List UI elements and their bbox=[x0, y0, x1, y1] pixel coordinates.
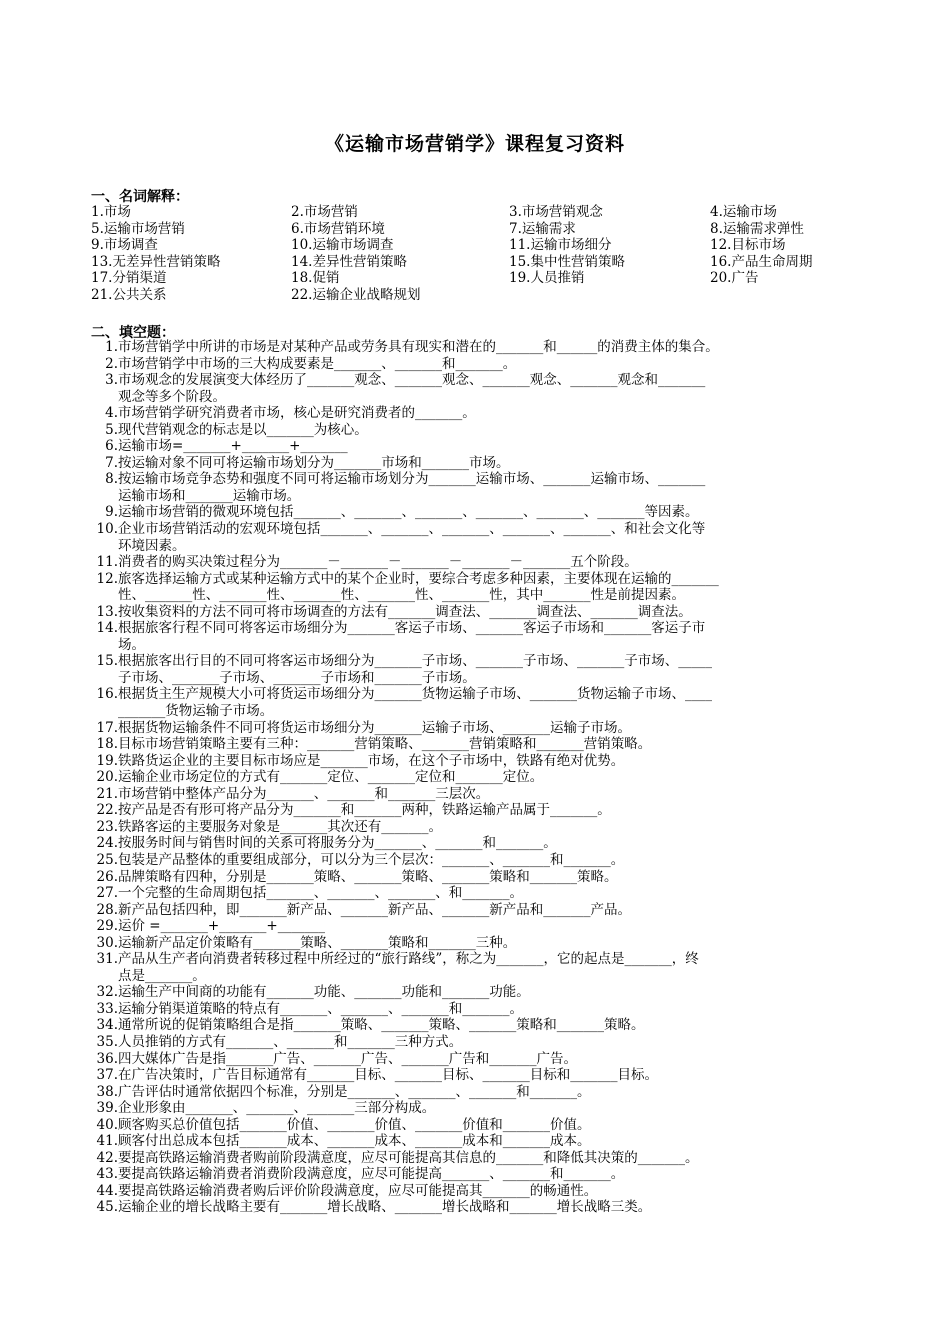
question-item bbox=[96, 604, 864, 621]
term-item: 20.广告 bbox=[710, 270, 759, 286]
question-number: 40. bbox=[96, 1116, 118, 1133]
question-item bbox=[96, 819, 864, 836]
question-number: 10. bbox=[96, 521, 118, 538]
term-item: 4.运输市场 bbox=[710, 204, 777, 220]
question-item bbox=[96, 1100, 864, 1117]
question-number: 13. bbox=[96, 603, 118, 620]
question-number: 36. bbox=[96, 1050, 118, 1067]
question-item bbox=[96, 372, 864, 405]
question-text: 铁路货运企业的主要目标市场应是_______市场，在这个子市场中，铁路有绝对优势。 bbox=[118, 752, 625, 769]
question-text: 运输企业的增长战略主要有_______增长战略、_______增长战略和_______增长战略三类。 bbox=[118, 1199, 652, 1216]
term-item: 10.运输市场调查 bbox=[291, 237, 394, 253]
question-number: 20. bbox=[96, 769, 118, 786]
term-item: 8.运输需求弹性 bbox=[710, 220, 804, 237]
question-item bbox=[96, 802, 864, 819]
question-item bbox=[96, 951, 864, 984]
question-item bbox=[96, 1034, 864, 1051]
question-number: 19. bbox=[96, 752, 118, 769]
question-number: 37. bbox=[96, 1067, 118, 1084]
term-item: 18.促销 bbox=[291, 270, 340, 286]
question-item bbox=[96, 1117, 864, 1134]
question-item bbox=[96, 835, 864, 852]
section-heading-fill-in: 二、填空题： bbox=[91, 325, 175, 341]
question-number: 3. bbox=[105, 372, 118, 389]
question-text: 产品从生产者向消费者转移过程中所经过的“旅行路线”，称之为_______，它的起点是_______，终 点是_______。 bbox=[118, 951, 699, 984]
question-number: 22. bbox=[96, 802, 118, 819]
question-text: 运输新产品定价策略有_______策略、_______策略和_______三种。 bbox=[118, 934, 517, 951]
term-row bbox=[91, 204, 871, 221]
questions-list bbox=[96, 339, 864, 1216]
question-text: 运输市场=_______+_______+_______ bbox=[118, 438, 348, 455]
question-text: 市场观念的发展演变大体经历了_______观念、_______观念、_______观念、_______观念和_______ 观念等多个阶段。 bbox=[118, 372, 706, 405]
question-item bbox=[96, 869, 864, 886]
question-text: 按运输对象不同可将运输市场划分为_______市场和_______市场。 bbox=[118, 454, 510, 471]
term-item: 16.产品生命周期 bbox=[710, 253, 813, 270]
question-item bbox=[96, 521, 864, 554]
question-number: 42. bbox=[96, 1149, 118, 1166]
question-item bbox=[96, 720, 864, 737]
question-item bbox=[96, 422, 864, 439]
term-item: 1.市场 bbox=[91, 204, 131, 220]
section-heading-terms: 一、名词解释： bbox=[91, 189, 189, 205]
question-text: 企业形象由_______、_______、_______三部分构成。 bbox=[118, 1100, 436, 1117]
question-text: 要提高铁路运输消费者购后评价阶段满意度，应尽可能提高其_______的畅通性。 bbox=[118, 1182, 598, 1199]
term-item: 21.公共关系 bbox=[91, 286, 167, 303]
document-title: 《运输市场营销学》课程复习资料 bbox=[324, 133, 625, 155]
question-number: 23. bbox=[96, 818, 118, 835]
question-item bbox=[96, 554, 864, 571]
question-text: 市场营销中整体产品分为_______、_______和_______三层次。 bbox=[118, 785, 490, 802]
term-item bbox=[509, 287, 710, 304]
question-item bbox=[96, 1150, 864, 1167]
question-text: 根据货主生产规模大小可将货运市场细分为_______货物运输子市场、_______货物运输子市场、____ _______货物运输子市场。 bbox=[118, 686, 712, 720]
question-item bbox=[96, 356, 864, 373]
question-number: 27. bbox=[96, 885, 118, 902]
question-number: 14. bbox=[96, 620, 118, 637]
term-item: 14.差异性营销策略 bbox=[291, 253, 407, 270]
terms-list bbox=[91, 204, 871, 303]
question-item bbox=[96, 620, 864, 653]
question-text: 市场营销学中所讲的市场是对某种产品或劳务具有现实和潜在的_______和______的消费主体的集合。 bbox=[118, 339, 719, 355]
question-item bbox=[96, 1017, 864, 1034]
question-number: 28. bbox=[96, 901, 118, 918]
question-text: 一个完整的生命周期包括_______、_______、_______、和_______。 bbox=[118, 885, 523, 902]
question-text: 包装是产品整体的重要组成部分，可以分为三个层次：_______、_______和_______。 bbox=[118, 851, 625, 868]
question-item bbox=[96, 935, 864, 952]
question-item bbox=[96, 769, 864, 786]
question-number: 41. bbox=[96, 1133, 118, 1150]
question-item bbox=[96, 1183, 864, 1200]
term-row bbox=[91, 287, 871, 304]
question-item bbox=[96, 504, 864, 521]
question-number: 43. bbox=[96, 1166, 118, 1183]
question-number: 24. bbox=[96, 835, 118, 852]
question-text: 根据旅客出行目的不同可将客运市场细分为_______子市场、_______子市场、_______子市场、_____ 子市场、_______子市场、_______子市场和_______子市场。 bbox=[118, 653, 712, 686]
question-number: 4. bbox=[105, 405, 118, 422]
question-item bbox=[96, 918, 864, 935]
question-text: 根据货物运输条件不同可将货运市场细分为_______运输子市场、_______运输子市场。 bbox=[118, 719, 631, 736]
question-item bbox=[96, 1051, 864, 1068]
question-number: 7. bbox=[105, 454, 118, 471]
question-item bbox=[96, 1001, 864, 1018]
question-item bbox=[96, 885, 864, 902]
question-number: 38. bbox=[96, 1083, 118, 1100]
question-text: 通常所说的促销策略组合是指_______策略、_______策略、_______策略和_______策略。 bbox=[118, 1017, 645, 1034]
question-text: 顾客付出总成本包括_______成本、_______成本、_______成本和_______成本。 bbox=[118, 1133, 591, 1150]
term-item: 5.运输市场营销 bbox=[91, 220, 185, 237]
question-text: 根据旅客行程不同可将客运市场细分为_______客运子市场、_______客运子市场和_______客运子市 场。 bbox=[118, 620, 706, 653]
question-item bbox=[96, 852, 864, 869]
question-number: 12. bbox=[96, 570, 118, 587]
term-item: 15.集中性营销策略 bbox=[509, 253, 625, 270]
question-number: 33. bbox=[96, 1000, 118, 1017]
question-number: 8. bbox=[105, 471, 118, 488]
question-number: 25. bbox=[96, 851, 118, 868]
question-item bbox=[96, 1166, 864, 1183]
question-text: 按运输市场竞争态势和强度不同可将运输市场划分为_______运输市场、_______运输市场、_______ 运输市场和_______运输市场。 bbox=[118, 471, 706, 504]
question-number: 34. bbox=[96, 1017, 118, 1034]
question-text: 在广告决策时，广告目标通常有_______目标、_______目标、_______目标和_______目标。 bbox=[118, 1067, 658, 1084]
term-item: 2.市场营销 bbox=[291, 204, 358, 220]
question-text: 现代营销观念的标志是以_______为核心。 bbox=[118, 421, 368, 438]
term-item bbox=[710, 287, 870, 304]
question-text: 四大媒体广告是指_______广告、_______广告、_______广告和_______广告。 bbox=[118, 1050, 577, 1067]
question-number: 26. bbox=[96, 868, 118, 885]
term-row bbox=[91, 254, 871, 271]
question-number: 11. bbox=[96, 554, 118, 571]
question-number: 5. bbox=[105, 421, 118, 438]
question-text: 消费者的购买决策过程分为_______－_______－_______－_______－_______五个阶段。 bbox=[118, 554, 638, 571]
question-text: 运输生产中间商的功能有_______功能、_______功能和_______功能。 bbox=[118, 984, 530, 1001]
question-text: 按产品是否有形可将产品分为_______和_______两种，铁路运输产品属于_______。 bbox=[118, 802, 611, 819]
question-text: 按收集资料的方法不同可将市场调查的方法有_______调查法、_______调查法、_______调查法。 bbox=[118, 603, 692, 620]
question-item bbox=[96, 1084, 864, 1101]
question-number: 29. bbox=[96, 918, 118, 935]
term-item: 11.运输市场细分 bbox=[509, 237, 612, 253]
question-item bbox=[96, 339, 864, 356]
question-text: 新产品包括四种，即_______新产品、_______新产品、_______新产品和_______产品。 bbox=[118, 901, 631, 918]
question-text: 运输分销渠道策略的特点有_______、_______、_______和_______。 bbox=[118, 1000, 523, 1017]
question-text: 人员推销的方式有_______、_______和_______三种方式。 bbox=[118, 1033, 463, 1050]
question-item bbox=[96, 902, 864, 919]
question-item bbox=[96, 571, 864, 604]
question-item bbox=[96, 1133, 864, 1150]
question-number: 32. bbox=[96, 984, 118, 1001]
question-item bbox=[96, 984, 864, 1001]
question-number: 6. bbox=[105, 438, 118, 455]
question-number: 44. bbox=[96, 1182, 118, 1199]
question-text: 顾客购买总价值包括_______价值、_______价值、_______价值和_______价值。 bbox=[118, 1116, 591, 1133]
question-number: 1. bbox=[105, 339, 118, 355]
question-item bbox=[96, 1199, 864, 1216]
question-text: 广告评估时通常依据四个标准，分别是_______、_______、_______和_______。 bbox=[118, 1083, 591, 1100]
question-item bbox=[96, 786, 864, 803]
term-row bbox=[91, 270, 871, 287]
question-text: 按服务时间与销售时间的关系可将服务分为_______、_______和_______。 bbox=[118, 835, 557, 852]
term-item: 3.市场营销观念 bbox=[509, 204, 603, 220]
question-number: 31. bbox=[96, 951, 118, 968]
question-number: 39. bbox=[96, 1100, 118, 1117]
term-item: 17.分销渠道 bbox=[91, 270, 167, 286]
term-item: 7.运输需求 bbox=[509, 220, 576, 237]
term-item: 13.无差异性营销策略 bbox=[91, 253, 221, 270]
question-text: 运输企业市场定位的方式有_______定位、_______定位和_______定位。 bbox=[118, 769, 544, 786]
term-row bbox=[91, 221, 871, 238]
question-item bbox=[96, 753, 864, 770]
term-item: 19.人员推销 bbox=[509, 270, 585, 286]
question-item bbox=[96, 1067, 864, 1084]
question-text: 市场营销学中市场的三大构成要素是_______、_______和_______。 bbox=[118, 355, 517, 372]
question-number: 17. bbox=[96, 719, 118, 736]
term-item: 6.市场营销环境 bbox=[291, 220, 385, 237]
question-number: 15. bbox=[96, 653, 118, 670]
question-item bbox=[96, 471, 864, 504]
question-text: 品牌策略有四种，分别是_______策略、_______策略、_______策略和_______策略。 bbox=[118, 868, 618, 885]
question-text: 目标市场营销策略主要有三种：_______营销策略、_______营销策略和_______营销策略。 bbox=[118, 736, 652, 753]
question-number: 16. bbox=[96, 686, 118, 703]
term-item: 9.市场调查 bbox=[91, 237, 158, 253]
question-item bbox=[96, 405, 864, 422]
question-text: 企业市场营销活动的宏观环境包括_______、_______、_______、_______、_______、和社会文化等 环境因素。 bbox=[118, 521, 706, 554]
term-item: 22.运输企业战略规划 bbox=[291, 286, 421, 303]
question-text: 运价 =_______+_______+_______ bbox=[118, 918, 325, 935]
question-item bbox=[96, 438, 864, 455]
question-text: 铁路客运的主要服务对象是_______其次还有_______。 bbox=[118, 818, 442, 835]
question-number: 21. bbox=[96, 785, 118, 802]
question-number: 35. bbox=[96, 1033, 118, 1050]
question-number: 18. bbox=[96, 736, 118, 753]
question-text: 运输市场营销的微观环境包括_______、_______、_______、_______、_______、_______等因素。 bbox=[118, 504, 699, 521]
question-number: 30. bbox=[96, 934, 118, 951]
question-item bbox=[96, 653, 864, 686]
term-row bbox=[91, 237, 871, 254]
question-text: 要提高铁路运输消费者消费阶段满意度，应尽可能提高_______、_______和_______。 bbox=[118, 1166, 625, 1183]
question-text: 市场营销学研究消费者市场，核心是研究消费者的_______。 bbox=[118, 405, 476, 422]
question-number: 2. bbox=[105, 355, 118, 372]
question-item bbox=[96, 686, 864, 719]
question-item bbox=[96, 455, 864, 472]
question-text: 要提高铁路运输消费者购前阶段满意度，应尽可能提高其信息的_______和降低其决策的_______。 bbox=[118, 1149, 699, 1166]
term-item: 12.目标市场 bbox=[710, 237, 786, 253]
question-number: 45. bbox=[96, 1199, 118, 1216]
question-text: 旅客选择运输方式或某种运输方式中的某个企业时，要综合考虑多种因素，主要体现在运输的_______ 性、_______性、_______性、_______性、_______性、_______性，其中_______性是前提因素。 bbox=[118, 570, 719, 604]
question-item bbox=[96, 736, 864, 753]
question-number: 9. bbox=[105, 504, 118, 521]
